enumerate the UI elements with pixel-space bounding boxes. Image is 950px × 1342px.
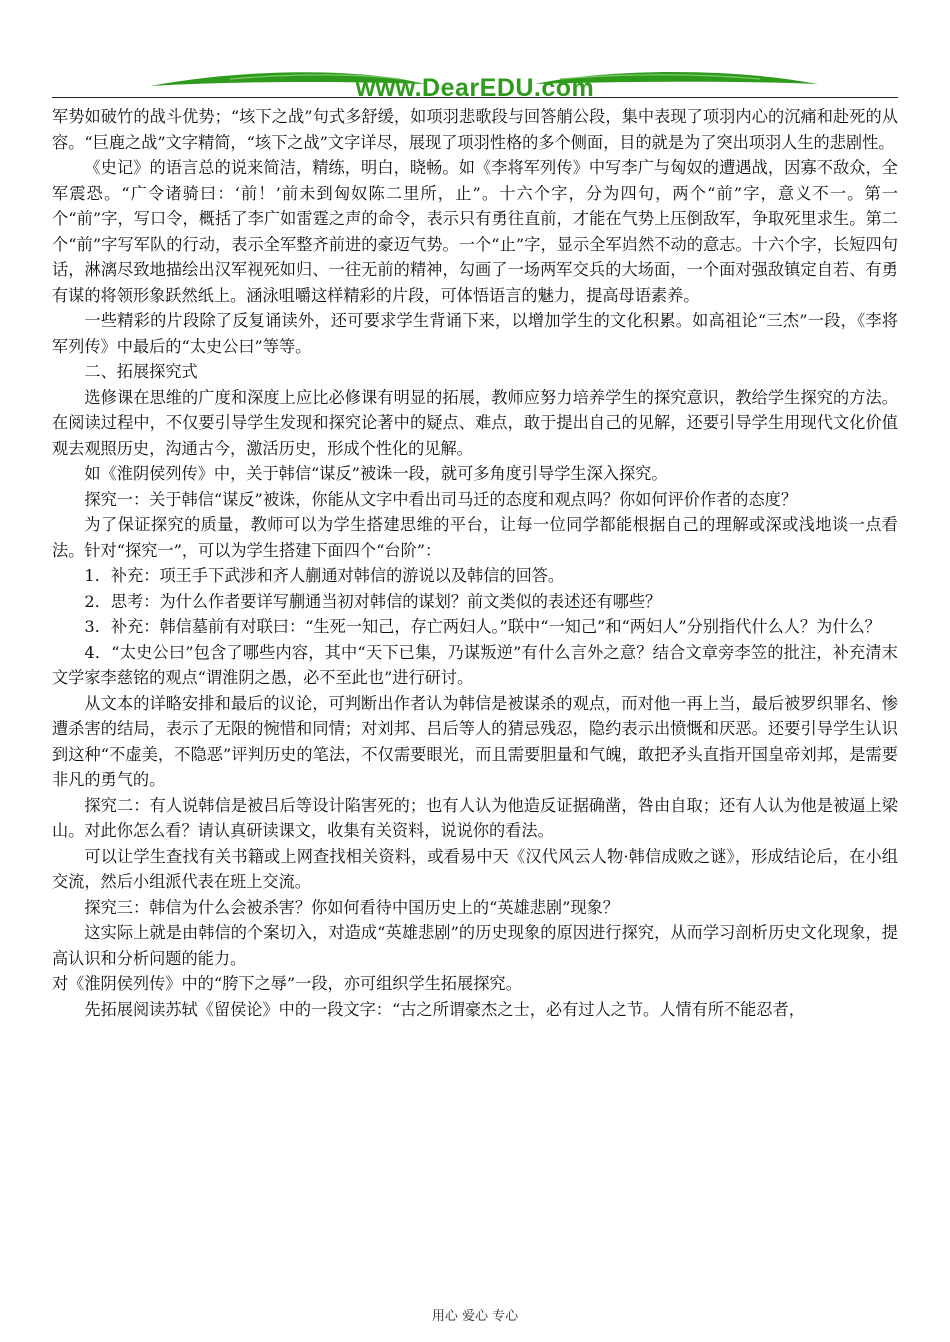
paragraph: 探究二：有人说韩信是被吕后等设计陷害死的；也有人认为他造反证据确凿，咎由自取；还有人认为他是被逼上梁山。对此你怎么看？请认真研读课文，收集有关资料，说说你的看法。 bbox=[52, 795, 898, 840]
paragraph: 为了保证探究的质量，教师可以为学生搭建思维的平台，让每一位同学都能根据自己的理解或深或浅地谈一点看法。针对“探究一”，可以为学生搭建下面四个“台阶”： bbox=[52, 515, 898, 560]
paragraph: 先拓展阅读苏轼《留侯论》中的一段文字：“古之所谓豪杰之士，必有过人之节。人情有所不能忍者， bbox=[84, 999, 805, 1019]
paragraph: 探究一：关于韩信“谋反”被诛，你能从文字中看出司马迁的态度和观点吗？你如何评价作者的态度？ bbox=[84, 489, 798, 509]
section-heading: 二、拓展探究式 bbox=[84, 362, 198, 381]
list-item: 3．补充：韩信墓前有对联曰：“生死一知己，存亡两妇人。”联中“一知己”和“两妇人”分别指代什么人？为什么？ bbox=[84, 617, 881, 636]
list-item: 4．“太史公曰”包含了哪些内容，其中“天下已集，乃谋叛逆”有什么言外之意？结合文章旁李笠的批注，补充清末文学家李慈铭的观点“谓淮阴之愚，必不至此也”进行研讨。 bbox=[52, 642, 898, 687]
paragraph: 《史记》的语言总的说来简洁，精练，明白，晓畅。如《李将军列传》中写李广与匈奴的遭遇战，因寡不敌众，全军震恐。“广令诸骑曰：‘前！’前未到匈奴陈二里所，止”。十六个字，分为四句，两个“前”字，意义不一。第一个“前”字，写口令，概括了李广如雷霆之声的命令，表示只有勇往直前，才能在气势上压倒敌军，争取死里求生。第二个“前”字写军队的行动，表示全军整齐前进的豪迈气势。一个“止”字，显示全军岿然不动的意志。十六个字，长短四句话，淋漓尽致地描绘出汉军视死如归、一往无前的精神，勾画了一场两军交兵的大场面，一个面对强敌镇定自若、有勇有谋的将领形象跃然纸上。涵泳咀嚼这样精彩的片段，可体悟语言的魅力，提高母语素养。 bbox=[52, 158, 898, 305]
paragraph: 从文本的详略安排和最后的议论，可判断出作者认为韩信是被谋杀的观点，而对他一再上当，最后被罗织罪名、惨遭杀害的结局，表示了无限的惋惜和同情；对刘邦、吕后等人的猜忌残忍，隐约表示出愤慨和厌恶。还要引导学生认识到这种“不虚美，不隐恶”评判历史的笔法，不仅需要眼光，而且需要胆量和气魄，敢把矛头直指开国皇帝刘邦，是需要非凡的勇气的。 bbox=[52, 693, 898, 789]
paragraph: 一些精彩的片段除了反复诵读外，还可要求学生背诵下来，以增加学生的文化积累。如高祖论“三杰”一段，《李将军列传》中最后的“太史公曰”等等。 bbox=[52, 311, 898, 356]
header-divider bbox=[52, 97, 898, 98]
paragraph: 探究三：韩信为什么会被杀害？你如何看待中国历史上的“英雄悲剧”现象？ bbox=[84, 897, 619, 917]
paragraph: 这实际上就是由韩信的个案切入，对造成“英雄悲剧”的历史现象的原因进行探究，从而学习剖析历史文化现象，提高认识和分析问题的能力。 bbox=[52, 923, 898, 968]
paragraph: 如《淮阴侯列传》中，关于韩信“谋反”被诛一段，就可多角度引导学生深入探究。 bbox=[84, 464, 668, 483]
paragraph: 选修课在思维的广度和深度上应比必修课有明显的拓展，教师应努力培养学生的探究意识，教给学生探究的方法。在阅读过程中，不仅要引导学生发现和探究论著中的疑点、难点，敢于提出自己的见解，还要引导学生用现代文化价值观去观照历史，沟通古今，激活历史，形成个性化的见解。 bbox=[52, 387, 898, 458]
list-item: 2．思考：为什么作者要详写蒯通当初对韩信的谋划？前文类似的表述还有哪些？ bbox=[84, 591, 662, 611]
page-footer: 用心 爱心 专心 bbox=[431, 1309, 519, 1324]
paragraph: 可以让学生查找有关书籍或上网查找相关资料，或看易中天《汉代风云人物·韩信成败之谜》，形成结论后，在小组交流，然后小组派代表在班上交流。 bbox=[52, 846, 898, 891]
site-logo: www.DearEDU.com bbox=[355, 74, 595, 102]
paragraph: 军势如破竹的战斗优势；“垓下之战”句式多舒缓，如项羽悲歌段与回答艄公段，集中表现了项羽内心的沉痛和赴死的从容。“巨鹿之战”文字精简，“垓下之战”文字详尽，展现了项羽性格的多个侧面，目的就是为了突出项羽人生的悲剧性。 bbox=[52, 107, 898, 152]
list-item: 1．补充：项王手下武涉和齐人蒯通对韩信的游说以及韩信的回答。 bbox=[84, 566, 565, 585]
article-body bbox=[52, 104, 898, 1022]
paragraph: 对《淮阴侯列传》中的“胯下之辱”一段，亦可组织学生拓展探究。 bbox=[52, 974, 522, 993]
page-header bbox=[0, 0, 950, 100]
